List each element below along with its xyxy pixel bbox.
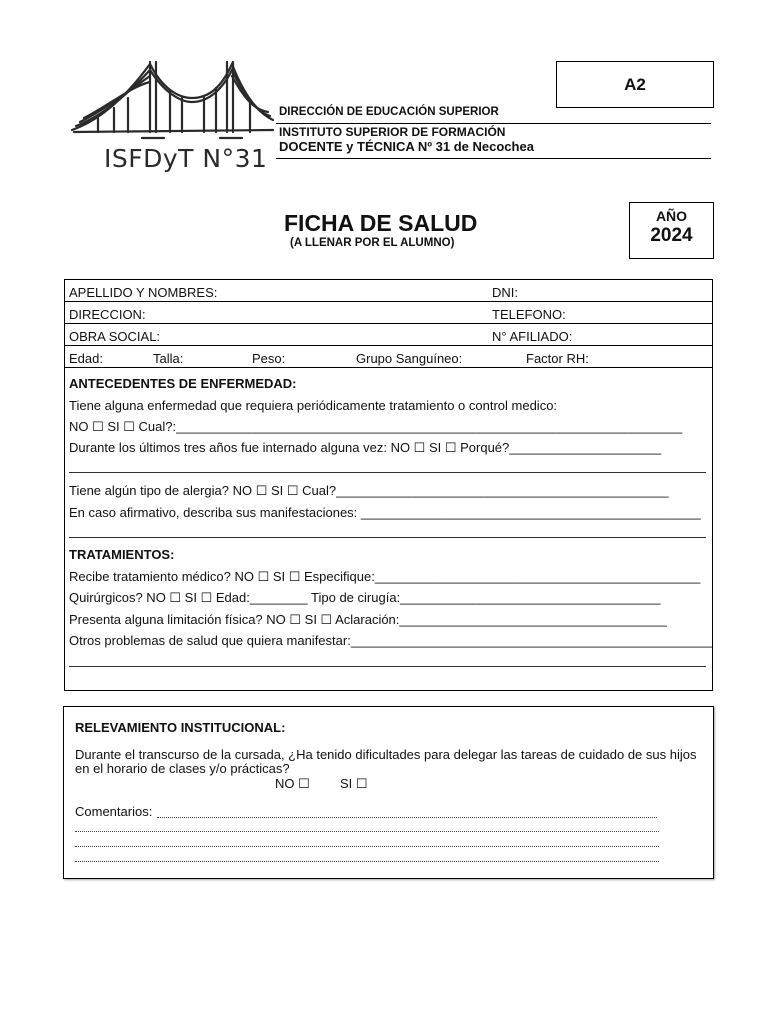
row-name [65,280,712,302]
antecedentes-q2[interactable]: Durante los últimos tres años fue internado alguna vez: NO ☐ SI ☐ Porqué?_____________________ [69,440,662,455]
relevamiento-heading: RELEVAMIENTO INSTITUCIONAL: [75,720,286,735]
bridge-logo-icon [70,58,275,148]
relevamiento-no-checkbox[interactable]: NO ☐ [275,776,310,791]
field-dni[interactable]: DNI: [492,285,518,300]
row-physical [65,346,712,368]
comments-line[interactable] [75,836,659,847]
comments-label: Comentarios: [75,804,153,819]
relevamiento-question-1: Durante el transcurso de la cursada, ¿Ha tenido dificultades para delegar las tareas de cuidado de sus hijos [75,747,697,762]
blank-line[interactable] [69,537,706,538]
tratamientos-q3[interactable]: Presenta alguna limitación física? NO ☐ SI ☐ Aclaración:_____________________________________ [69,612,667,627]
antecedentes-q1: Tiene alguna enfermedad que requiera periódicamente tratamiento o control medico: [69,398,558,413]
relevamiento-question-2: en el horario de clases y/o prácticas? [75,761,290,776]
relevamiento-si-checkbox[interactable]: SI ☐ [340,776,368,791]
tratamientos-q2[interactable]: Quirúrgicos? NO ☐ SI ☐ Edad:________ Tipo de cirugía:____________________________________ [69,590,661,605]
tratamientos-heading: TRATAMIENTOS: [69,547,175,562]
year-label: AÑO [655,208,688,224]
row-insurance [65,324,712,346]
comments-line[interactable] [75,851,659,862]
field-telefono[interactable]: TELEFONO: [492,307,566,322]
header-rule-top [276,123,711,124]
blank-line[interactable] [69,666,706,667]
form-code-box: A2 [556,61,714,108]
tratamientos-q4[interactable]: Otros problemas de salud que quiera manifestar:__________________________________________________ [69,633,713,648]
year-box [629,202,714,259]
field-direccion[interactable]: DIRECCION: [69,307,146,322]
health-form [64,279,713,691]
antecedentes-q3[interactable]: Tiene algún tipo de alergia? NO ☐ SI ☐ Cual?______________________________________________ [69,483,669,498]
institutional-survey [63,706,714,879]
field-factor[interactable]: Factor RH: [526,351,589,366]
antecedentes-q4[interactable]: En caso afirmativo, describa sus manifestaciones: _______________________________________________ [69,505,701,520]
page-title: FICHA DE SALUD [284,210,478,236]
year-value: 2024 [650,225,693,246]
institute-line-2: DOCENTE y TÉCNICA Nº 31 de Necochea [279,139,534,154]
header-rule-bottom [276,158,711,159]
row-address [65,302,712,324]
field-edad[interactable]: Edad: [69,351,103,366]
antecedentes-q1-answer[interactable]: NO ☐ SI ☐ Cual?:______________________________________________________________________ [69,419,683,434]
direction-title: DIRECCIÓN DE EDUCACIÓN SUPERIOR [279,106,499,118]
tratamientos-q1[interactable]: Recibe tratamiento médico? NO ☐ SI ☐ Especifique:_____________________________________________ [69,569,701,584]
field-talla[interactable]: Talla: [153,351,184,366]
antecedentes-heading: ANTECEDENTES DE ENFERMEDAD: [69,376,297,391]
field-obra-social[interactable]: OBRA SOCIAL: [69,329,161,344]
field-apellido[interactable]: APELLIDO Y NOMBRES: [69,285,218,300]
logo-text: ISFDyT N°31 [104,144,268,173]
field-grupo[interactable]: Grupo Sanguíneo: [356,351,463,366]
institute-logo [70,58,275,180]
comments-line[interactable] [75,821,659,832]
institute-line-1: INSTITUTO SUPERIOR DE FORMACIÓN [279,125,506,139]
field-peso[interactable]: Peso: [252,351,286,366]
comments-line[interactable] [157,807,657,818]
page-subtitle: (A LLENAR POR EL ALUMNO) [290,237,455,249]
blank-line[interactable] [69,472,706,473]
field-afiliado[interactable]: N° AFILIADO: [492,329,573,344]
